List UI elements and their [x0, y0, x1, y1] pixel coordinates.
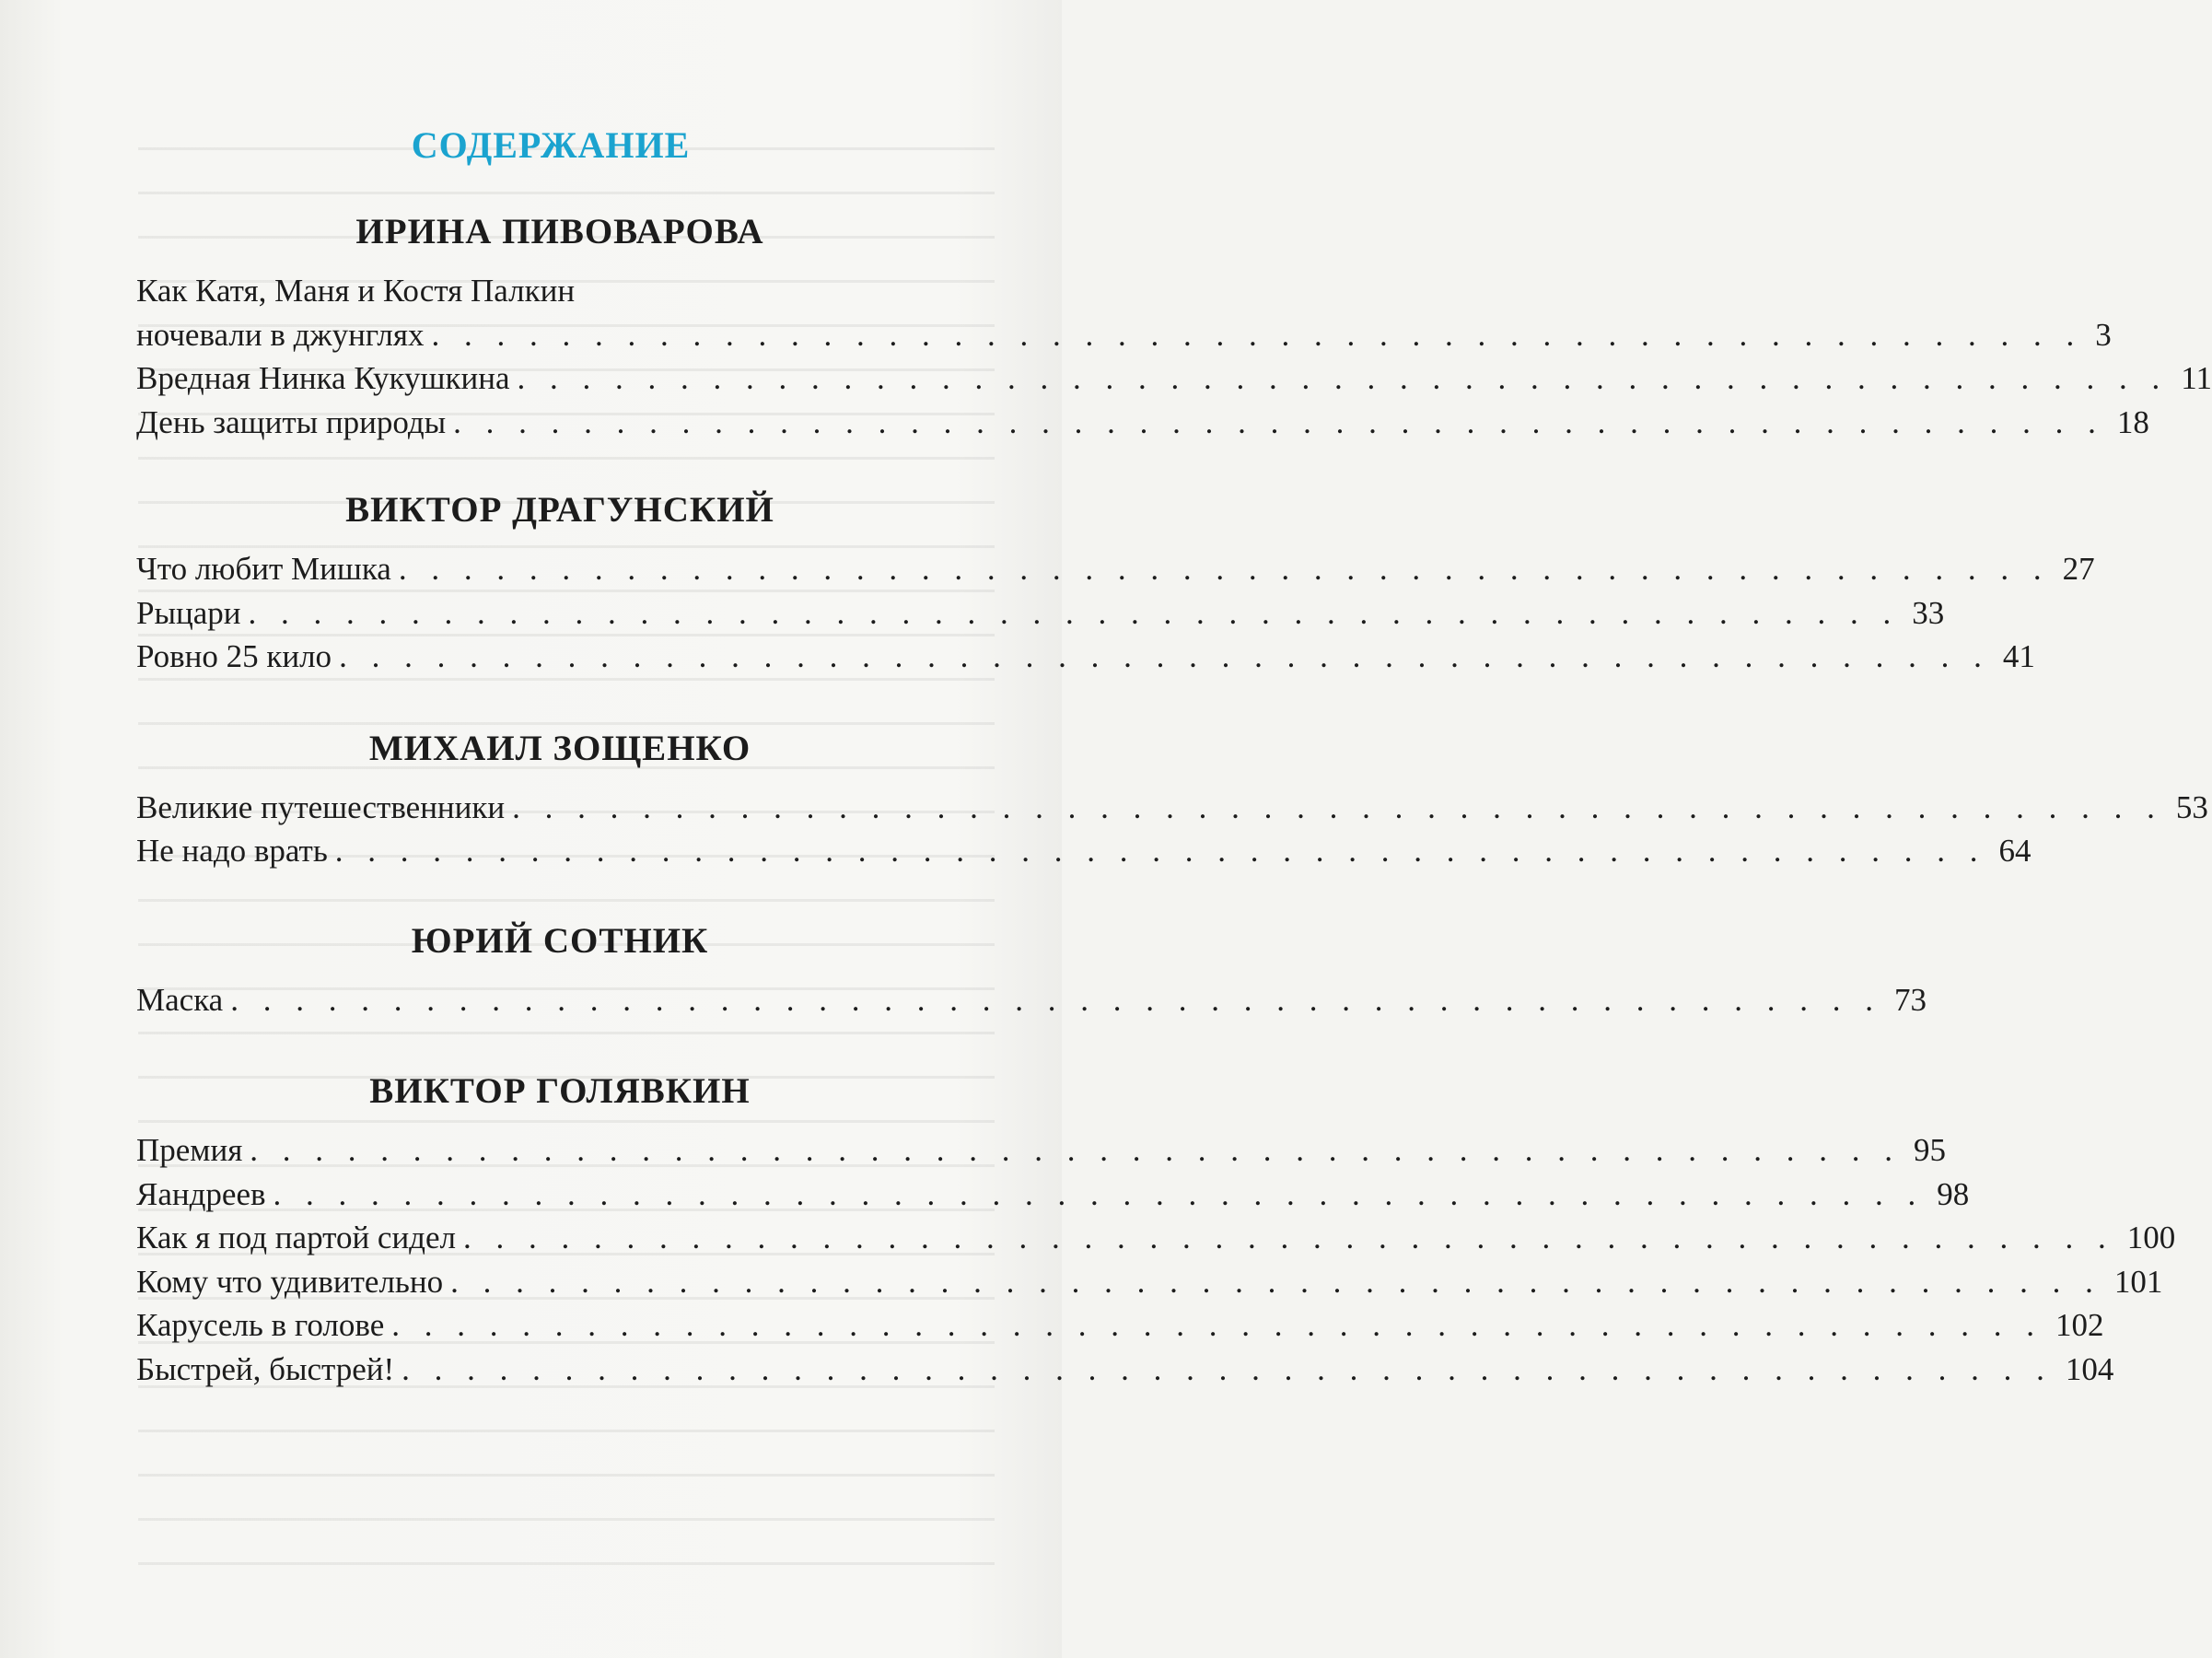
toc-entry[interactable]: [136, 547, 2095, 591]
author-heading: ИРИНА ПИВОВАРОВА: [355, 212, 764, 251]
entry-page-number: 27: [2062, 551, 2095, 587]
toc-entry[interactable]: [136, 1216, 2176, 1260]
entry-title: Великие путешественники: [136, 788, 506, 825]
dot-leader: . . . . . . . . . . . . . . . . . . . . . . . . . . . . . . . . . . . . . . . . . . . . . . . . . . .: [391, 1307, 2043, 1343]
entry-title: День защиты природы: [136, 403, 447, 440]
dot-leader: . . . . . . . . . . . . . . . . . . . . . . . . . . . . . . . . . . . . . . . . . . . . . . . . . . .: [453, 403, 2104, 440]
entry-page-number: 73: [1893, 981, 1927, 1018]
entry-title: Премия: [136, 1132, 243, 1168]
entry-title: Как Катя, Маня и Костя Палкин: [136, 273, 576, 309]
entry-page-number: 100: [2126, 1220, 2176, 1255]
toc-entry[interactable]: [136, 1173, 1970, 1217]
dot-leader: . . . . . . . . . . . . . . . . . . . . . . . . . . . . . . . . . . . . . . . . . . . . . . . . . . .: [334, 833, 1986, 869]
toc-entry[interactable]: [136, 1348, 2114, 1392]
entry-page-number: 101: [2113, 1263, 2163, 1300]
entry-page-number: 33: [1912, 594, 1945, 631]
entry-page-number: 11: [2181, 360, 2212, 396]
entry-title: Быстрей, быстрей!: [136, 1350, 395, 1387]
entry-list: [136, 269, 2212, 444]
dot-leader: . . . . . . . . . . . . . . . . . . . . . . . . . . . . . . . . . . . . . . . . . . . . . . . . . . .: [398, 551, 2050, 587]
toc-entry-first-line: [136, 269, 984, 313]
author-section: [136, 483, 2095, 679]
toc-entry[interactable]: [136, 786, 2208, 830]
entry-title: Не надо врать: [136, 833, 328, 869]
dot-leader: . . . . . . . . . . . . . . . . . . . . . . . . . . . . . . . . . . . . . . . . . . . . . . . . . . .: [402, 1350, 2053, 1387]
toc-entry[interactable]: [136, 1128, 1947, 1173]
dot-leader: . . . . . . . . . . . . . . . . . . . . . . . . . . . . . . . . . . . . . . . . . . . . . . . . . . .: [463, 1220, 2114, 1255]
author-section: [136, 721, 2208, 873]
author-heading: ЮРИЙ СОТНИК: [411, 920, 709, 961]
author-heading: ВИКТОР ГОЛЯВКИН: [369, 1071, 751, 1111]
entry-page-number: 18: [2116, 403, 2149, 440]
author-section: [136, 204, 2212, 444]
toc-entry[interactable]: [136, 635, 2035, 679]
author-heading: ВИКТОР ДРАГУНСКИЙ: [345, 490, 774, 530]
entry-page-number: 3: [2095, 316, 2112, 353]
entry-title: Кому что удивительно: [136, 1263, 444, 1300]
toc-entry[interactable]: [136, 829, 2032, 873]
toc-entry[interactable]: [136, 356, 2212, 401]
dot-leader: . . . . . . . . . . . . . . . . . . . . . . . . . . . . . . . . . . . . . . . . . . . . . . . . . . .: [450, 1263, 2101, 1300]
table-of-contents: [136, 118, 2212, 1391]
dot-leader: . . . . . . . . . . . . . . . . . . . . . . . . . . . . . . . . . . . . . . . . . . . . . . . . . . .: [512, 788, 2163, 825]
entry-page-number: 53: [2175, 788, 2208, 825]
entry-page-number: 98: [1937, 1175, 1970, 1212]
entry-title: Что любит Мишка: [136, 551, 391, 587]
dot-leader: . . . . . . . . . . . . . . . . . . . . . . . . . . . . . . . . . . . . . . . . . . . . . . . . . . .: [250, 1132, 1902, 1168]
entry-list: [136, 786, 2208, 873]
entry-page-number: 95: [1914, 1132, 1947, 1168]
dot-leader: . . . . . . . . . . . . . . . . . . . . . . . . . . . . . . . . . . . . . . . . . . . . . . . . . . .: [273, 1175, 1925, 1212]
entry-page-number: 104: [2065, 1350, 2114, 1387]
dot-leader: . . . . . . . . . . . . . . . . . . . . . . . . . . . . . . . . . . . . . . . . . . . . . . . . . . .: [248, 594, 1900, 631]
author-heading: МИХАИЛ ЗОЩЕНКО: [368, 728, 751, 768]
dot-leader: . . . . . . . . . . . . . . . . . . . . . . . . . . . . . . . . . . . . . . . . . . . . . . . . . . .: [230, 981, 1881, 1018]
entry-title: Вредная Нинка Кукушкина: [136, 360, 510, 396]
entry-title: Рыцари: [136, 594, 241, 631]
entry-page-number: 102: [2055, 1307, 2104, 1343]
author-section: [136, 1064, 2176, 1391]
dot-leader: . . . . . . . . . . . . . . . . . . . . . . . . . . . . . . . . . . . . . . . . . . . . . . . . . . .: [517, 360, 2169, 396]
toc-entry[interactable]: [136, 1260, 2163, 1304]
entry-title: ночевали в джунглях: [136, 316, 425, 353]
entry-title: Ровно 25 кило: [136, 638, 332, 674]
entry-list: [136, 978, 1927, 1022]
entry-page-number: 41: [2002, 638, 2035, 674]
entry-page-number: 64: [1998, 833, 2032, 869]
toc-entry[interactable]: [136, 401, 2149, 445]
entry-list: [136, 1128, 2176, 1391]
entry-list: [136, 547, 2095, 679]
toc-entry[interactable]: [136, 1303, 2104, 1348]
author-section: [136, 914, 1927, 1022]
entry-title: Как я под партой сидел: [136, 1220, 456, 1255]
toc-entry[interactable]: [136, 313, 2112, 357]
toc-entry[interactable]: [136, 591, 1945, 636]
entry-title: Карусель в голове: [136, 1307, 385, 1343]
entry-title: Яандреев: [136, 1175, 266, 1212]
entry-title: Маска: [136, 981, 224, 1018]
dot-leader: . . . . . . . . . . . . . . . . . . . . . . . . . . . . . . . . . . . . . . . . . . . . . . . . . . .: [431, 316, 2083, 353]
toc-entry[interactable]: [136, 978, 1927, 1022]
dot-leader: . . . . . . . . . . . . . . . . . . . . . . . . . . . . . . . . . . . . . . . . . . . . . . . . . . .: [339, 638, 1990, 674]
toc-title: СОДЕРЖАНИЕ: [411, 124, 691, 166]
